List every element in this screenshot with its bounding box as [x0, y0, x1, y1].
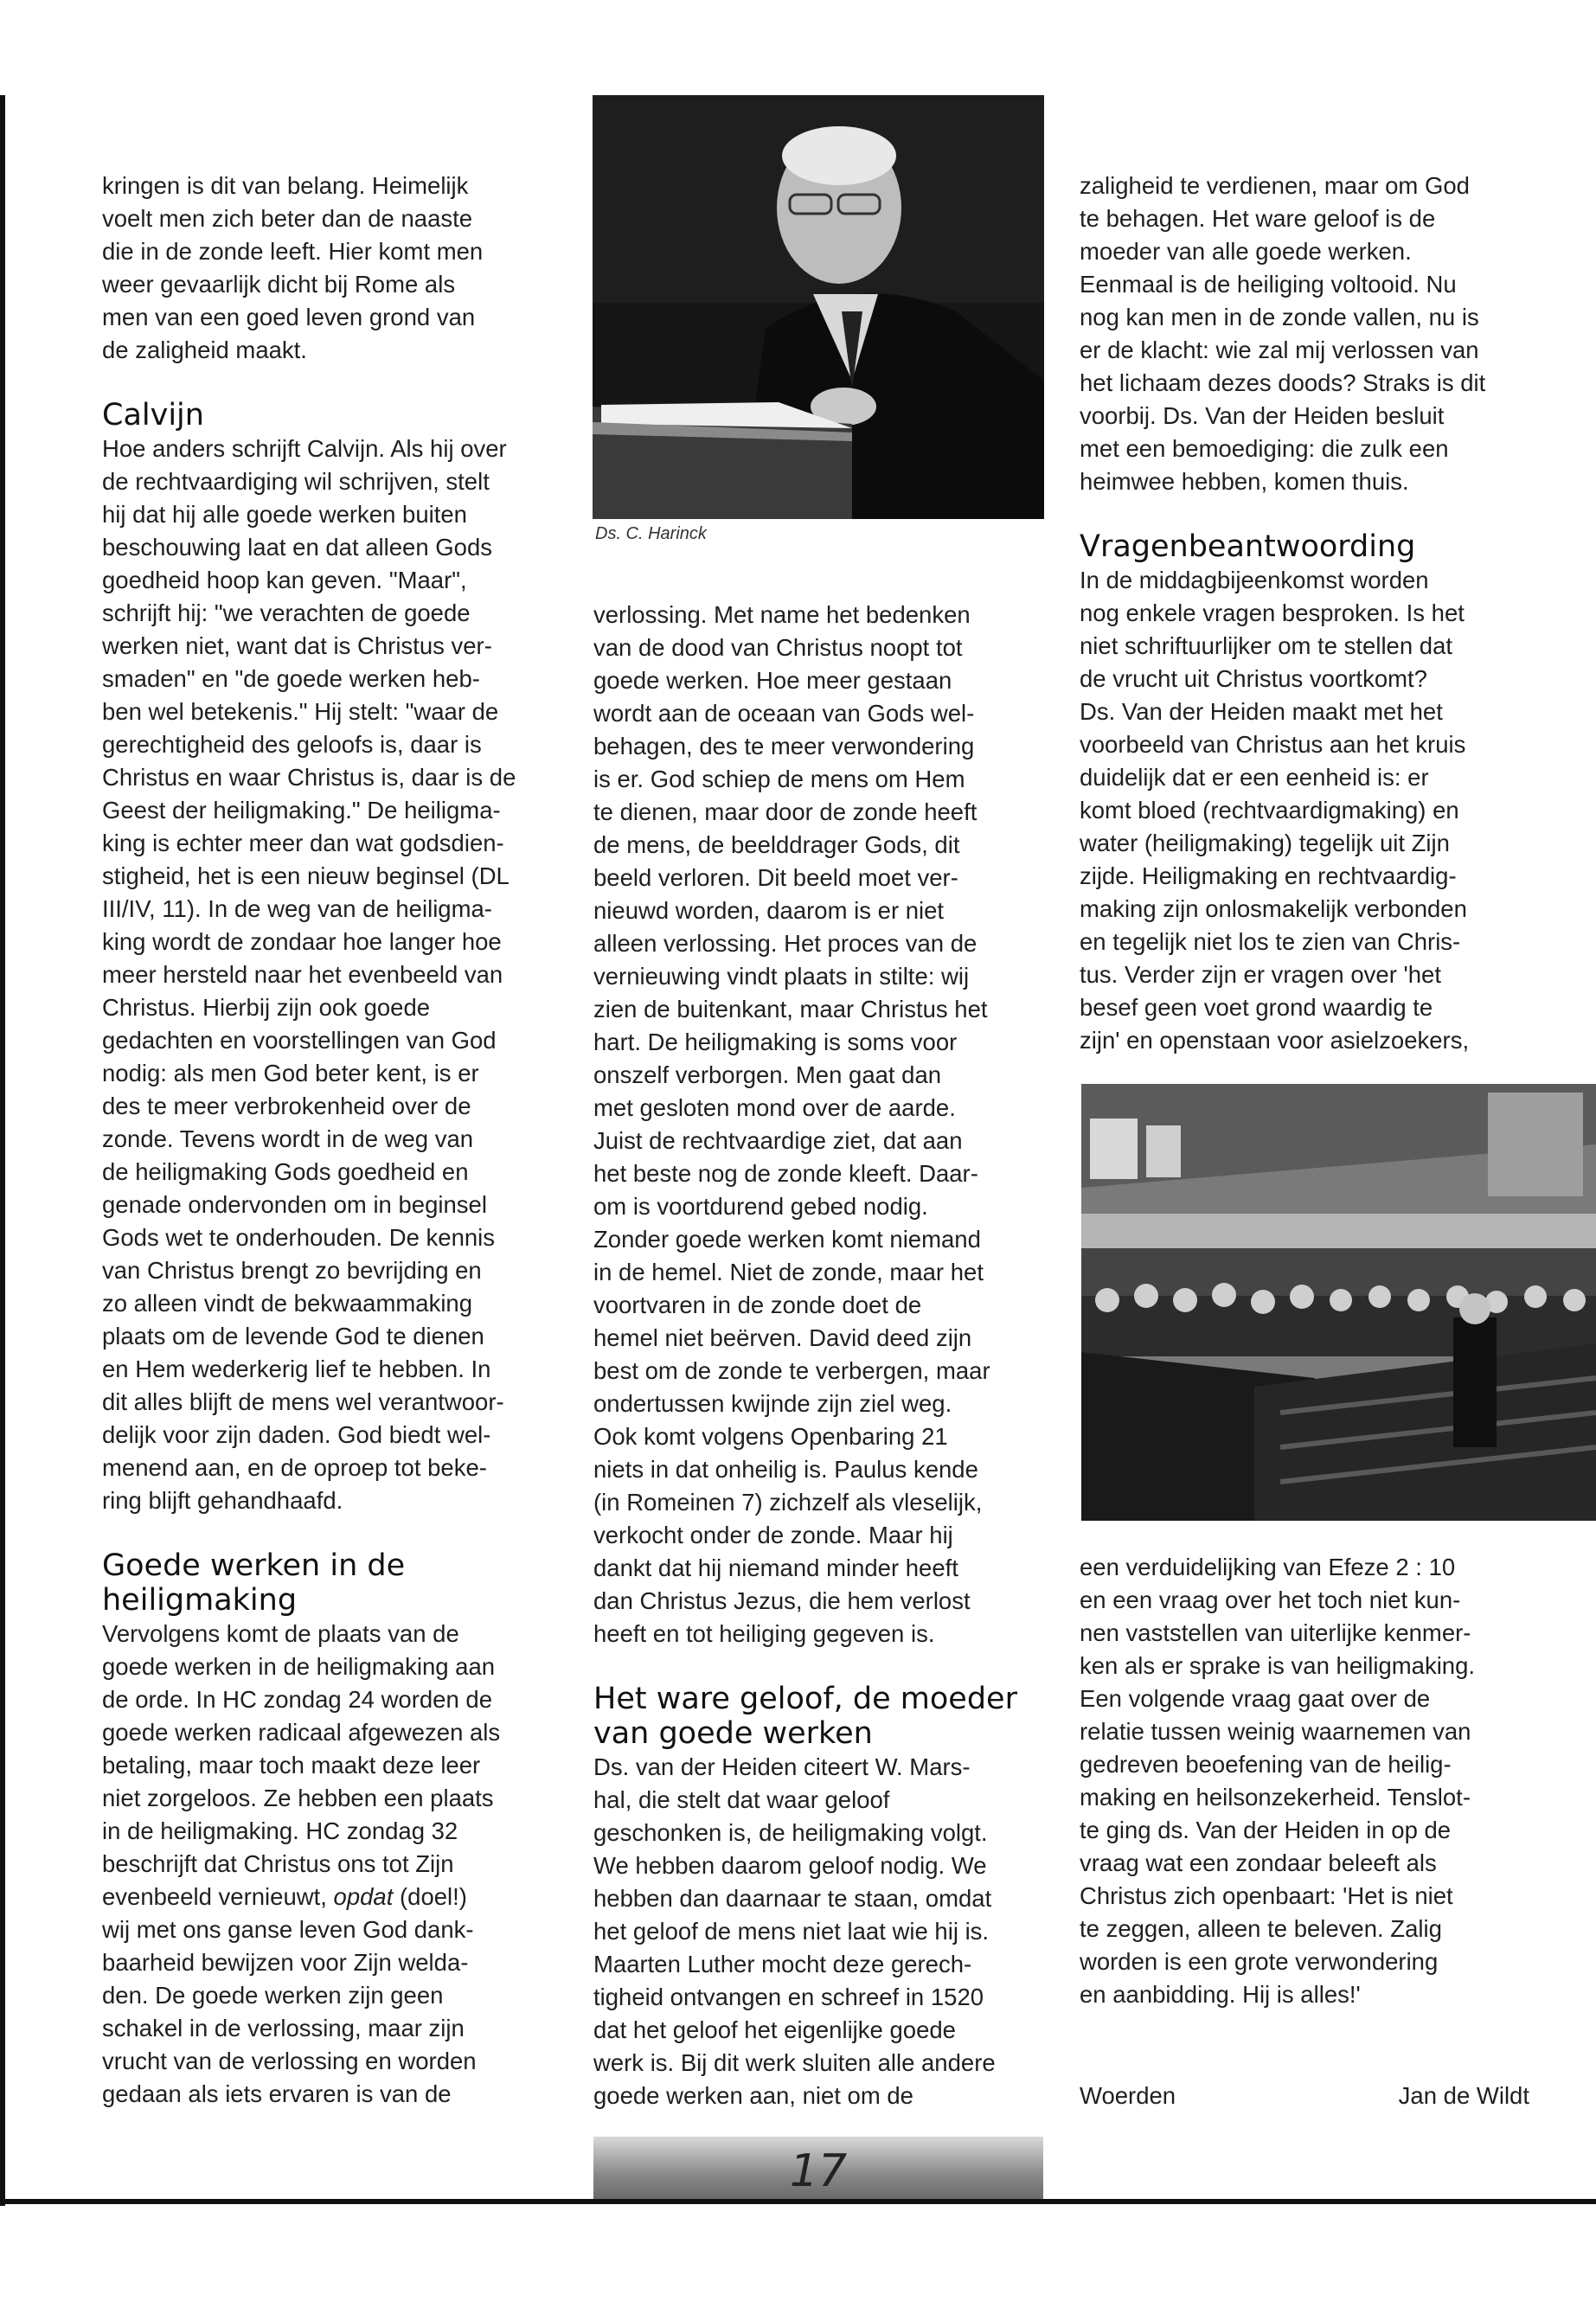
goede-werken-italic: opdat: [333, 1883, 394, 1910]
column-2: [593, 599, 1052, 2112]
column-3: [1080, 170, 1547, 1057]
page-edge-left: [0, 95, 5, 2206]
page-number: 17: [789, 2145, 848, 2197]
portrait-photo: [593, 95, 1044, 519]
page-edge-bottom: [0, 2199, 1596, 2204]
signature-place: Woerden: [1080, 2082, 1176, 2109]
heading-calvijn: Calvijn: [102, 398, 204, 433]
signature-author: Jan de Wildt: [1398, 2082, 1529, 2109]
congregation-photo: [1081, 1084, 1596, 1521]
heading-goede-werken: Goede werken in de heiligmaking: [102, 1548, 406, 1618]
column3-paragraph-after-photo: een verduidelijking van Efeze 2 : 10 en een vraag over het toch niet kun- nen vaststellen van uiterlijke kenmer- ken als er sprake is van heiligmaking. Een volgende vraag gaat over de relatie tussen weinig waarnemen van gedreven beoefening van de heilig- making en heilsonzekerheid. Tenslot- te ging ds. Van der Heiden in op de vraag wat een zondaar beleeft als Christus zich openbaart: 'Het is niet te zeggen, alleen te beleven. Zalig worden is een grote verwondering en aanbidding. Hij is alles!': [1080, 1554, 1476, 2008]
column-3-continued: [1080, 1551, 1547, 2011]
goede-werken-text-rest: (doel!) wij met ons ganse leven God dank- baarheid bewijzen voor Zijn welda- den. De goede werken zijn geen schakel in de verlossing, maar zijn vrucht van de verlossing en worden gedaan als iets ervaren is van de: [102, 1883, 477, 2107]
congregation-illustration: [1081, 1084, 1596, 1521]
portrait-caption: Ds. C. Harinck: [595, 524, 707, 543]
intro-paragraph: kringen is dit van belang. Heimelijk voelt men zich beter dan de naaste die in de zonde leeft. Hier komt men weer gevaarlijk dicht bij Rome als men van een goed leven grond van de zaligheid maakt.: [102, 172, 484, 363]
column2-paragraph-1: verlossing. Met name het bedenken van de dood van Christus noopt tot goede werken. Hoe meer gestaan wordt aan de oceaan van Gods wel- behagen, des te meer verwondering is er. God schiep de mens om Hem te dienen, maar door de zonde heeft de mens, de beelddrager Gods, dit beeld verloren. Dit beeld moet ver- nieuwd worden, daarom is er niet alleen verlossing. Het proces van de vernieuwing vindt plaats in stilte: wij zien de buitenkant, maar Christus het hart. De heiligmaking is soms voor onszelf verborgen. Men gaat dan met gesloten mond over de aarde. Juist de rechtvaardige ziet, dat aan het beste nog de zonde kleeft. Daar- om is voortdurend gebed nodig. Zonder goede werken komt niemand in de hemel. Niet de zonde, maar het voortvaren in de zonde doet de hemel niet beërven. David deed zijn best om de zonde te verbergen, maar ondertussen kwijnde zijn ziel weg. Ook komt volgens Openbaring 21 niets in dat onheilig is. Paulus kende (in Romeinen 7) zichzelf als vleselijk, verkocht onder de zonde. Maar hij dankt dat hij niemand minder heeft dan Christus Jezus, die hem verlost heeft en tot heiliging gegeven is.: [593, 601, 990, 1647]
signature-row: [1080, 2080, 1529, 2114]
column-1: [102, 170, 561, 2111]
portrait-illustration: [593, 95, 1044, 519]
calvijn-paragraph: Hoe anders schrijft Calvijn. Als hij over de rechtvaardiging wil schrijven, stelt hij dat hij alle goede werken buiten beschouwing laat en dat alleen Gods goedheid hoop kan geven. "Maar", schrijft hij: "we verachten de goede werken niet, want dat is Christus ver- smaden" en "de goede werken heb- ben wel betekenis." Hij stelt: "waar de gerechtigheid des geloofs is, daar is Christus en waar Christus is, daar is de Geest der heiligmaking." De heiligma- king is echter meer dan wat godsdien- stigheid, het is een nieuw beginsel (DL III/IV, 11). In de weg van de heiligma- king wordt de zondaar hoe langer hoe meer hersteld naar het evenbeeld van Christus. Hierbij zijn ook goede gedachten en voorstellingen van God nodig: als men God beter kent, is er des te meer verbrokenheid over de zonde. Tevens wordt in de weg van de heiligmaking Gods goedheid en genade ondervonden om in beginsel Gods wet te onderhouden. De kennis van Christus brengt zo bevrijding en zo alleen vindt de bekwaammaking plaats om de levende God te dienen en Hem wederkerig lief te hebben. In dit alles blijft de mens wel verantwoor- delijk voor zijn daden. God biedt wel- menend aan, en de oproep tot beke- ring blijft gehandhaafd.: [102, 435, 516, 1514]
goede-werken-text: Vervolgens komt de plaats van de goede werken in de heiligmaking aan de orde. In HC zondag 24 worden de goede werken radicaal afgewezen als betaling, maar toch maakt deze leer niet zorgeloos. Ze hebben een plaats in de heiligmaking. HC zondag 32 beschrijft dat Christus ons tot Zijn evenbeeld vernieuwt,: [102, 1620, 501, 1910]
column3-paragraph-1: zaligheid te verdienen, maar om God te behagen. Het ware geloof is de moeder van alle goede werken. Eenmaal is de heiliging voltooid. Nu nog kan men in de zonde vallen, nu is er de klacht: wie zal mij verlossen van het lichaam dezes doods? Straks is dit voorbij. Ds. Van der Heiden besluit met een bemoediging: die zulk een heimwee hebben, komen thuis.: [1080, 172, 1486, 495]
column2-paragraph-2: Ds. van der Heiden citeert W. Mars- hal, die stelt dat waar geloof geschonken is, de heiligmaking volgt. We hebben daarom geloof nodig. We hebben dan daarnaar te staan, omdat het geloof de mens niet laat wie hij is. Maarten Luther mocht deze gerech- tigheid ontvangen en schreef in 1520 dat het geloof het eigenlijke goede werk is. Bij dit werk sluiten alle andere goede werken aan, niet om de: [593, 1753, 996, 2109]
page-number-bar: [593, 2137, 1043, 2199]
heading-vragenbeantwoording: Vragenbeantwoording: [1080, 529, 1416, 564]
vragen-paragraph: In de middagbijeenkomst worden nog enkele vragen besproken. Is het niet schriftuurlijker om te stellen dat de vrucht uit Christus voortkomt? Ds. Van der Heiden maakt met het voorbeeld van Christus aan het kruis duidelijk dat er een eenheid is: er komt bloed (rechtvaardigmaking) en water (heiligmaking) tegelijk uit Zijn zijde. Heiligmaking en rechtvaardig- making zijn onlosmakelijk verbonden en tegelijk niet los te zien van Chris- tus. Verder zijn er vragen over 'het besef geen voet grond waardig te zijn' en openstaan voor asielzoekers,: [1080, 567, 1470, 1054]
goede-werken-paragraph: [102, 1618, 561, 2111]
heading-ware-geloof: Het ware geloof, de moeder van goede werken: [593, 1682, 1017, 1751]
